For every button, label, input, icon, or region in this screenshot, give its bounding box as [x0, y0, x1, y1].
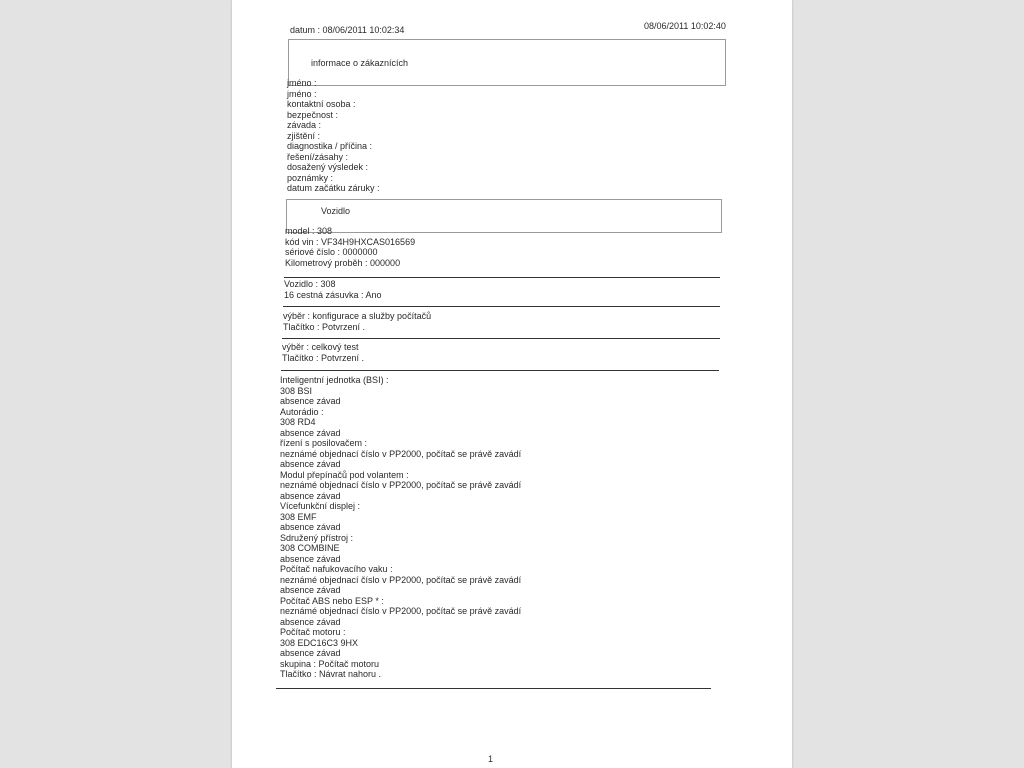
section-divider — [282, 338, 720, 339]
section-line: Tlačítko : Potvrzení . — [282, 352, 365, 363]
result-line: neznámé objednací číslo v PP2000, počítač se právě zavádí — [280, 480, 522, 490]
section-line: výběr : celkový test — [282, 342, 359, 352]
result-line: 308 EDC16C3 9HX — [280, 637, 359, 648]
header-datum-left: datum : 08/06/2011 10:02:34 — [290, 25, 405, 35]
result-line: Počítač motoru : — [280, 627, 346, 637]
section-vyber-1 — [283, 311, 431, 332]
vehicle-fields — [285, 226, 415, 268]
customer-box-title: informace o zákaznících — [311, 58, 409, 68]
customer-field: zjištění : — [287, 130, 321, 141]
result-line: skupina : Počítač motoru — [280, 658, 380, 669]
section-divider — [283, 306, 720, 307]
customer-field: bezpečnost : — [287, 109, 339, 120]
header-datum-right: 08/06/2011 10:02:40 — [644, 21, 726, 31]
result-line: Inteligentní jednotka (BSI) : — [280, 375, 389, 385]
vehicle-field: kód vin : VF34H9HXCAS016569 — [285, 236, 416, 247]
result-line: 308 EMF — [280, 511, 317, 522]
result-line: absence závad — [280, 427, 341, 438]
section-line: Tlačítko : Potvrzení . — [283, 321, 366, 332]
result-line: absence závad — [280, 553, 341, 564]
result-line: Autorádio : — [280, 406, 324, 417]
result-line: 308 RD4 — [280, 417, 316, 427]
customer-field: datum začátku záruky : — [287, 183, 380, 193]
section-vyber-2 — [282, 342, 364, 363]
result-line: absence závad — [280, 616, 341, 627]
section-divider — [284, 277, 720, 278]
result-line: Počítač ABS nebo ESP * : — [280, 595, 384, 606]
result-line: Modul přepínačů pod volantem : — [280, 469, 409, 480]
result-line: absence závad — [280, 459, 341, 469]
section-vozidlo — [284, 279, 382, 300]
section-line: 16 cestná zásuvka : Ano — [284, 289, 382, 300]
result-line: absence závad — [280, 396, 341, 406]
result-line: absence závad — [280, 490, 341, 501]
result-line: 308 BSI — [280, 385, 313, 396]
customer-field: diagnostika / příčina : — [287, 141, 373, 151]
vehicle-field: sériové číslo : 0000000 — [285, 247, 378, 257]
customer-field: řešení/zásahy : — [287, 151, 349, 162]
vehicle-field: Kilometrový proběh : 000000 — [285, 257, 401, 268]
result-line: neznámé objednací číslo v PP2000, počítač se právě zavádí — [280, 606, 522, 616]
section-divider — [281, 370, 719, 371]
result-line: Počítač nafukovacího vaku : — [280, 564, 393, 574]
customer-field: kontaktní osoba : — [287, 99, 356, 109]
result-line: Vícefunkční displej : — [280, 501, 361, 511]
result-line: neznámé objednací číslo v PP2000, počítač se právě zavádí — [280, 448, 522, 459]
customer-field: dosažený výsledek : — [287, 162, 369, 172]
result-line: absence závad — [280, 585, 341, 595]
result-line: absence závad — [280, 522, 341, 532]
result-line: absence závad — [280, 648, 341, 658]
customer-field: jméno : — [287, 78, 317, 88]
result-line: Sdružený přístroj : — [280, 532, 354, 543]
result-line: 308 COMBINE — [280, 543, 340, 553]
vehicle-box-title: Vozidlo — [321, 206, 351, 216]
customer-field: závada : — [287, 120, 322, 130]
section-line: výběr : konfigurace a služby počítačů — [283, 311, 432, 321]
vehicle-field: model : 308 — [285, 226, 333, 236]
customer-field: jméno : — [287, 88, 317, 99]
test-results — [280, 375, 521, 680]
page-number: 1 — [488, 754, 494, 764]
result-line: neznámé objednací číslo v PP2000, počítač se právě zavádí — [280, 574, 522, 585]
customer-field: poznámky : — [287, 172, 334, 183]
section-line: Vozidlo : 308 — [284, 279, 336, 289]
section-divider — [276, 688, 711, 689]
customer-fields — [287, 78, 380, 194]
document-page — [232, 0, 792, 768]
result-line: Tlačítko : Návrat nahoru . — [280, 669, 382, 679]
result-line: řízení s posilovačem : — [280, 438, 368, 448]
